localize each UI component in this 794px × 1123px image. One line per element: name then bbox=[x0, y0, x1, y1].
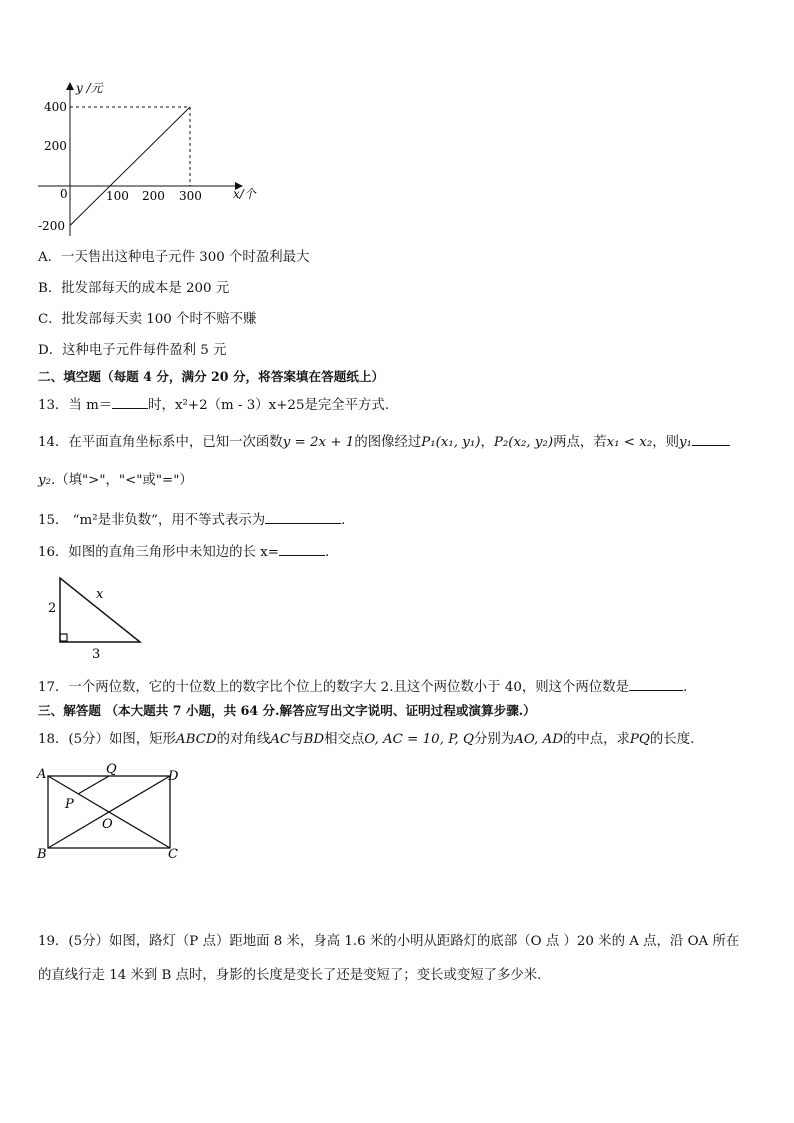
q17-end: . bbox=[683, 680, 688, 695]
y-axis-arrow bbox=[66, 82, 74, 90]
label-o: O bbox=[102, 817, 113, 832]
option-b: B．批发部每天的成本是 200 元 bbox=[38, 281, 230, 296]
q13-prefix: 13．当 m＝ bbox=[38, 398, 113, 413]
q14-point-1: P₁(x₁, y₁) bbox=[421, 435, 481, 450]
rectangle-figure bbox=[34, 762, 194, 866]
label-b: B bbox=[37, 847, 47, 862]
q18-bd: BD bbox=[303, 732, 325, 747]
q14-text-1: 的图像经过 bbox=[354, 435, 422, 450]
q18-text-1: 的对角线 bbox=[216, 732, 271, 747]
question-16 bbox=[38, 541, 329, 562]
q18-text-5: 的中点，求 bbox=[562, 732, 630, 747]
q14-y2: y₂ bbox=[38, 473, 51, 488]
option-c: C．批发部每天卖 100 个时不赔不赚 bbox=[38, 312, 257, 327]
origin-label: 0 bbox=[60, 187, 68, 201]
y-tick-neg200: -200 bbox=[38, 219, 65, 233]
question-19-line-1: 19．(5分）如图，路灯（P 点）距地面 8 米，身高 1.6 米的小明从距路灯的底部（O 点 ）20 米的 A 点，沿 OA 所在 bbox=[38, 934, 740, 949]
q18-text-2: 与 bbox=[290, 732, 304, 747]
y-tick-400: 400 bbox=[44, 100, 67, 114]
q14-y1: y₁ bbox=[678, 435, 692, 450]
q14-prefix: 14．在平面直角坐标系中，已知一次函数 bbox=[38, 435, 283, 450]
q14-point-2: P₂(x₂, y₂) bbox=[493, 435, 554, 450]
q18-ao-ad: AO, AD bbox=[514, 732, 563, 747]
y-axis-label: y /元 bbox=[76, 81, 103, 95]
question-17 bbox=[38, 676, 687, 697]
q15-end: . bbox=[341, 513, 346, 528]
option-a: A．一天售出这种电子元件 300 个时盈利最大 bbox=[38, 250, 310, 265]
x-tick-100: 100 bbox=[106, 189, 129, 203]
x-tick-300: 300 bbox=[179, 189, 202, 203]
q18-ac: AC bbox=[270, 732, 291, 747]
segment-pq bbox=[78, 776, 109, 794]
label-a: A bbox=[37, 767, 47, 782]
q18-text-4: 分别为 bbox=[474, 732, 515, 747]
x-axis-label: x/个 bbox=[233, 187, 256, 201]
label-c: C bbox=[168, 847, 178, 862]
question-19-line-2: 的直线行走 14 米到 B 点时，身影的长度是变长了还是变短了；变长或变短了多少米. bbox=[38, 968, 542, 983]
right-angle-mark bbox=[60, 634, 67, 641]
q13-rest: 时，x²+2（m - 3）x+25是完全平方式. bbox=[148, 398, 390, 413]
question-15 bbox=[38, 509, 345, 530]
q14-tail: .（填">"，"<"或"="） bbox=[50, 473, 193, 488]
q14-separator: ， bbox=[480, 435, 494, 450]
q14-text-3: ，则 bbox=[652, 435, 679, 450]
question-14-cont bbox=[38, 472, 193, 490]
y-tick-200: 200 bbox=[44, 139, 67, 153]
q14-text-2: 两点，若 bbox=[553, 435, 607, 450]
q18-prefix: 18．(5分）如图，矩形 bbox=[38, 732, 176, 747]
section-2-heading: 二、填空题（每题 4 分，满分 20 分，将答案填在答题纸上） bbox=[38, 369, 385, 384]
q18-condition: O, AC = 10, P, Q bbox=[364, 732, 474, 747]
q18-abcd: ABCD bbox=[175, 732, 217, 747]
q16-text: 16．如图的直角三角形中未知边的长 x= bbox=[38, 545, 279, 560]
right-triangle-figure bbox=[40, 570, 160, 662]
q15-text: 15． “m²是非负数”，用不等式表示为 bbox=[38, 513, 266, 528]
question-18 bbox=[38, 731, 694, 749]
label-p: P bbox=[65, 797, 74, 812]
side-label-hypotenuse: x bbox=[96, 587, 104, 602]
side-label-bottom: 3 bbox=[92, 647, 101, 662]
q17-answer-blank[interactable] bbox=[629, 676, 683, 691]
profit-line bbox=[70, 107, 190, 226]
label-d: D bbox=[168, 769, 179, 784]
q14-function: y = 2x + 1 bbox=[282, 435, 355, 450]
q17-text: 17．一个两位数，它的十位数上的数字比个位上的数字大 2.且这个两位数小于 40，则这个两位数是 bbox=[38, 680, 629, 695]
q18-pq: PQ bbox=[629, 732, 650, 747]
q15-answer-blank[interactable] bbox=[265, 509, 341, 524]
question-14 bbox=[38, 431, 730, 452]
question-13 bbox=[38, 394, 389, 415]
q16-end: . bbox=[324, 545, 330, 560]
x-tick-200: 200 bbox=[142, 189, 165, 203]
q18-end: 的长度. bbox=[649, 732, 695, 747]
profit-graph bbox=[30, 78, 270, 243]
side-label-left: 2 bbox=[48, 601, 57, 616]
option-d: D．这种电子元件每件盈利 5 元 bbox=[38, 343, 227, 358]
q14-answer-blank[interactable] bbox=[692, 431, 730, 446]
section-3-heading: 三、解答题 （本大题共 7 小题，共 64 分.解答应写出文字说明、证明过程或演算步骤.） bbox=[38, 703, 536, 718]
q14-condition: x₁ < x₂ bbox=[606, 435, 653, 450]
q18-text-3: 相交点 bbox=[324, 732, 365, 747]
q16-answer-blank[interactable] bbox=[279, 541, 325, 556]
q13-answer-blank[interactable] bbox=[112, 394, 148, 409]
label-q: Q bbox=[106, 762, 117, 777]
